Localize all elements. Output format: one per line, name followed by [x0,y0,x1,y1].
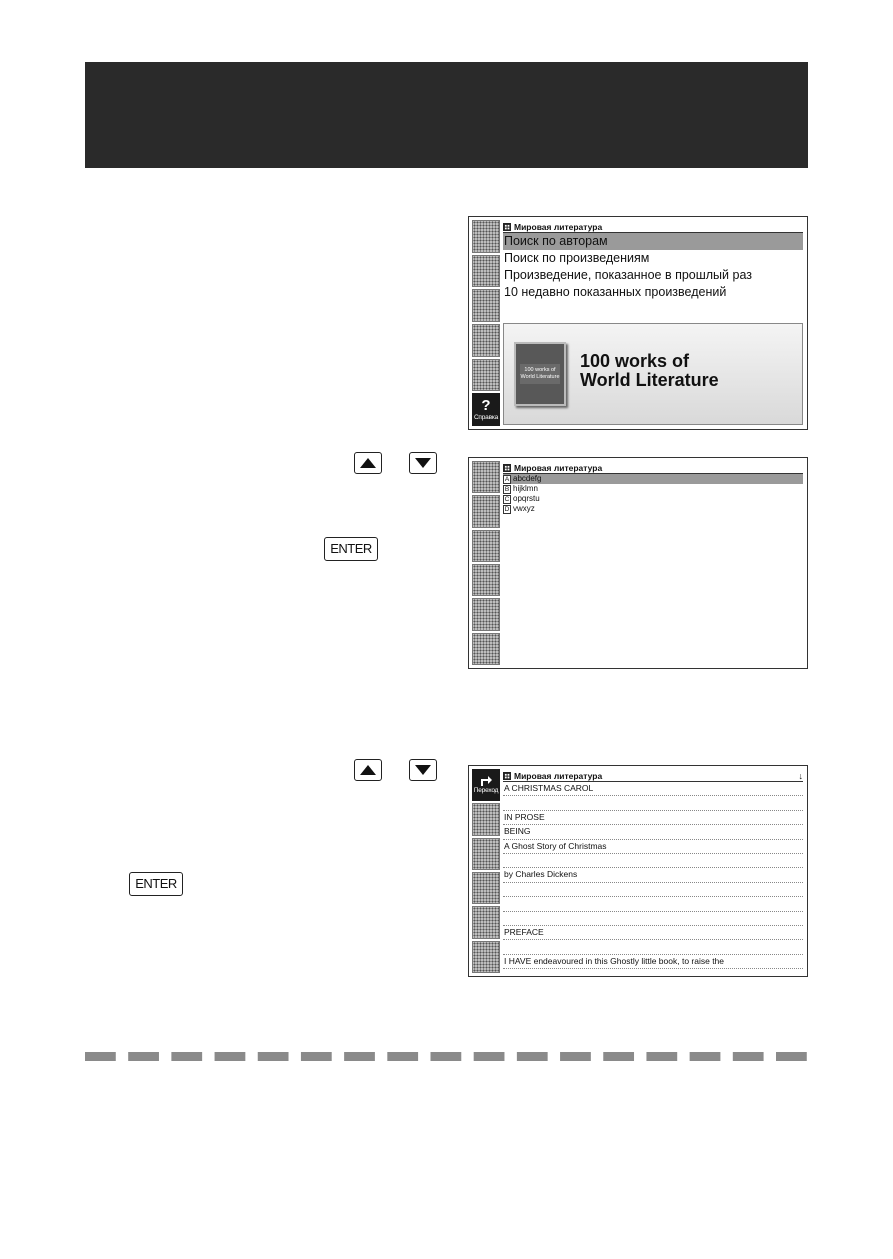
header-band [85,62,808,168]
jump-icon [479,775,493,787]
book-cover-label: 100 works of World Literature [520,364,560,384]
side-button[interactable] [472,461,500,493]
text-line [503,897,803,911]
side-button[interactable] [472,906,500,938]
text-line [503,883,803,897]
side-buttons [472,769,500,973]
enter-key[interactable]: ENTER [324,537,378,561]
letter-range: abcdefg [513,474,542,483]
grid-icon [503,223,511,231]
letter-range: hijklmn [513,484,538,493]
text-line: IN PROSE [503,811,803,825]
down-triangle-icon [415,458,431,468]
banner-title-line1: 100 works of [580,351,690,371]
grid-icon [503,464,511,472]
side-button[interactable] [472,633,500,665]
question-icon: ? [481,396,491,414]
text-line: BEING [503,825,803,839]
down-arrow-icon: ↓ [798,770,803,781]
screen-letter-index [468,457,808,669]
book-cover [514,342,566,406]
letter-item[interactable] [503,504,803,514]
up-key[interactable] [354,759,382,781]
up-triangle-icon [360,458,376,468]
side-button[interactable] [472,359,500,392]
help-label: Справка [473,413,499,421]
letter-key: D [504,505,510,513]
world-literature-banner [503,323,803,425]
screen-title: Мировая литература [514,221,603,232]
down-key[interactable] [409,452,437,474]
screen-title-bar [503,462,803,474]
letter-item[interactable] [503,484,803,494]
screen-title: Мировая литература [514,462,603,473]
letter-key: C [504,495,510,503]
letter-range: opqrstu [513,494,540,503]
text-line [503,940,803,954]
menu-item-last-shown[interactable]: Произведение, показанное в прошлый раз [504,268,752,282]
side-button[interactable] [472,495,500,527]
letter-key: A [504,475,510,483]
banner-title [580,352,800,390]
jump-button[interactable] [472,769,500,801]
side-button[interactable] [472,220,500,253]
menu-item-authors[interactable]: Поиск по авторам [503,233,803,250]
screen-title: Мировая литература [514,770,603,781]
down-triangle-icon [415,765,431,775]
up-key[interactable] [354,452,382,474]
side-buttons [472,220,500,426]
grid-icon [503,772,511,780]
letter-item[interactable] [503,494,803,504]
text-line: A CHRISTMAS CAROL [503,782,803,796]
side-button[interactable] [472,872,500,904]
text-line: I HAVE endeavoured in this Ghostly little book, to raise the [503,955,803,969]
side-buttons [472,461,500,665]
enter-key[interactable]: ENTER [129,872,183,896]
side-button[interactable] [472,255,500,288]
letter-item[interactable] [503,474,803,484]
dashed-divider [85,1052,808,1061]
side-button[interactable] [472,941,500,973]
letter-key: B [504,485,510,493]
side-button[interactable] [472,530,500,562]
side-button[interactable] [472,838,500,870]
down-key[interactable] [409,759,437,781]
screen-title-bar [503,221,803,233]
menu-item-recent[interactable]: 10 недавно показанных произведений [504,285,727,299]
screen-main-menu [468,216,808,430]
text-line: PREFACE [503,926,803,940]
side-button[interactable] [472,324,500,357]
banner-title-line2: World Literature [580,370,719,390]
text-line: A Ghost Story of Christmas [503,840,803,854]
text-line: by Charles Dickens [503,868,803,882]
screen-text-view [468,765,808,977]
menu-item-works[interactable]: Поиск по произведениям [504,251,650,265]
up-triangle-icon [360,765,376,775]
help-button[interactable] [472,393,500,426]
text-line [503,912,803,926]
jump-label: Переход [473,787,499,795]
side-button[interactable] [472,598,500,630]
side-button[interactable] [472,803,500,835]
side-button[interactable] [472,564,500,596]
screen-title-bar [503,770,803,782]
text-line [503,796,803,810]
side-button[interactable] [472,289,500,322]
text-line [503,854,803,868]
letter-range: vwxyz [513,504,535,513]
